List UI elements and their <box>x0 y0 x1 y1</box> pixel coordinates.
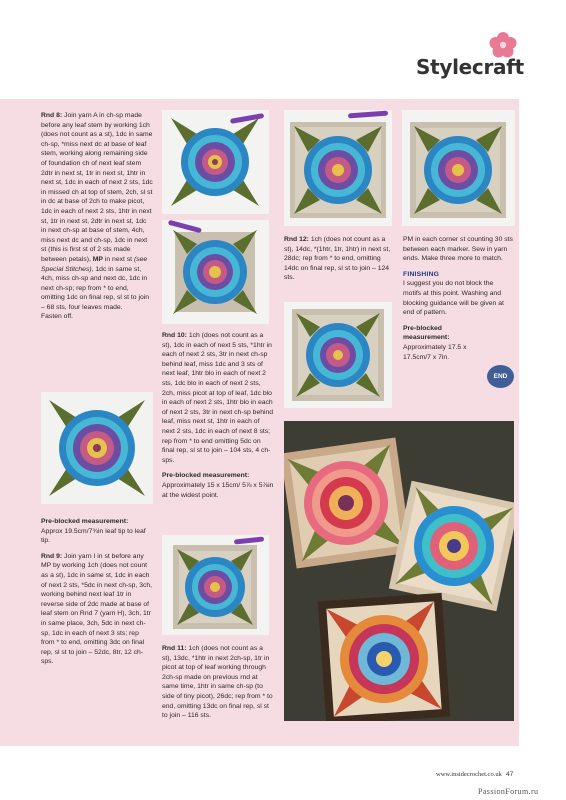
rnd8-text-c: , 1dc in same st, 4ch, miss ch-sp and next dc, 1dc in next ch-sp; rep from * to end, omitting 1dc on final rep, sl st to join – 68 sts, four leaves made. <box>41 265 150 311</box>
motif-photo-5 <box>284 302 392 408</box>
special-stitches-ref: (see Special Stitches) <box>41 255 148 273</box>
motif-photo-6 <box>402 110 515 226</box>
prebl-value-2: Approximately 15 x 15cm/ 5⅞ x 5⅞in at the widest point. <box>162 481 274 499</box>
column-2-bottom <box>162 644 274 727</box>
rnd12-title: Rnd 12: <box>284 236 309 243</box>
motif-image-5 <box>284 302 392 408</box>
column-4-text <box>403 235 513 368</box>
column-1-bottom <box>41 517 153 673</box>
rnd10-title: Rnd 10: <box>162 332 187 339</box>
prebl-value-1: Approx 19.5cm/7¾in leaf tip to leaf tip. <box>41 527 146 545</box>
prebl-value-3: Approximately 17.5 x 17.5cm/7 x 7in. <box>403 343 467 361</box>
finishing-text: I suggest you do not block the motifs at this point. Washing and blocking guidance will be given at end of pattern. <box>403 280 504 317</box>
motif-image-rnd8 <box>41 392 153 504</box>
rnd8-title: Rnd 8: <box>41 112 63 119</box>
motif-image-1 <box>162 110 269 214</box>
rnd9-text: Join yarn I in st before any MP by working 1ch (does not count as a st), 1dc in same st, 1dc in each of next 2 sts, *5dc in next ch-sp, 3ch, working behind next leaf 1tr in reverse side of 2dc made at base of leaf stem on Rnd 7 (yarn H), 3ch, 1tr in same place, 3ch, 5dc in next ch-sp, 1dc in each of next 3 sts; rep from * to end, omitting 3dc on final rep, sl st to join – 52dc, 8tr, 12 ch-sps. <box>41 552 153 666</box>
blanket-image <box>284 421 514 721</box>
motif-image-6 <box>402 110 515 226</box>
motif-image-2 <box>162 220 269 324</box>
rnd11-paragraph <box>162 644 274 721</box>
prebl-title-2: Pre-blocked measurement: <box>162 472 250 480</box>
finished-blanket-photo <box>284 421 514 721</box>
motif-image-4 <box>284 110 392 226</box>
rnd8-text-a: Join yarn A in ch-sp made before any leaf stem by working 1ch (does not count as a st), 1dc in same ch-sp, *miss next dc at base of leaf stem, working along remaining side of foundation ch of next leaf stem 2dtr in next st, 1tr in next st, 1htr in next st, 1dc in each of next 2 sts, 1dc in missed ch at top of stem, 2ch, sl st in dc at base of 2ch to make picot, 1dc in each of next 2 sts, 1htr in next st, 1tr in next st, 2dtr in next st, 1dc in next ch-sp at base of stem, 4ch, miss next dc and ch-sp, 1dc in next st (this is first st of 2 sts made between petals), <box>41 112 153 263</box>
rnd10-paragraph <box>162 331 274 465</box>
rnd8-text-b: in next st <box>104 255 133 263</box>
rnd8-fasten-off: Fasten off. <box>41 313 73 321</box>
rnd9-paragraph <box>41 552 153 667</box>
motif-photo-rnd8 <box>41 392 153 504</box>
pm-text: PM in each corner st counting 30 sts between each marker. Sew in yarn ends. Make three more to match. <box>403 236 513 263</box>
motif-image-3 <box>162 535 269 635</box>
prebl-paragraph-2 <box>162 471 274 500</box>
watermark: PassionForum.ru <box>478 787 539 796</box>
prebl-title-3: Pre-blocked measurement: <box>403 324 450 342</box>
rnd11-text: 1ch (does not count as a st), 13dc, *1htr in next 2ch-sp, 1tr in picot at top of leaf working through 2ch-sp made on previous rnd at same time, 1htr in same ch-sp (to side of tiny picot), 26dc; rep from * to end, omitting 13dc on final rep, sl st to join – 116 sts. <box>162 645 273 720</box>
rnd11-title: Rnd 11: <box>162 645 187 652</box>
prebl-paragraph-3 <box>403 324 483 362</box>
motif-photo-1 <box>162 110 269 214</box>
brand-logo[interactable]: Stylecraft <box>416 55 524 79</box>
rnd10-text: 1ch (does not count as a st), 1dc in each of next 5 sts, *1htr in each of next 2 sts, 3tr in next ch-sp behind leaf, miss 1dc and 3 sts of next leaf, 1htr blo in each of next 2 sts, 1dc blo in each of next 2 sts, 2ch, miss picot at top of leaf, 1dc blo in each of next 2 sts, 1htr blo in each of next 2 sts, 3tr in next ch-sp behind leaf, miss next st, 1htr in each of next 2 sts, 1dc in each of next 8 sts; rep from * to end omitting 5dc on final rep, sl st to join – 104 sts, 4 ch-sps. <box>162 332 274 464</box>
column-3-text <box>284 235 392 289</box>
page-number: 47 <box>506 771 514 778</box>
prebl-title-1: Pre-blocked measurement: <box>41 518 129 525</box>
end-badge: END <box>487 365 514 388</box>
finishing-paragraph <box>403 270 513 318</box>
prebl-paragraph-1 <box>41 517 153 546</box>
rnd9-title: Rnd 9: <box>41 552 63 560</box>
rnd12-paragraph <box>284 235 392 283</box>
footer-url[interactable]: www.insidecrochet.co.uk <box>436 771 502 778</box>
motif-photo-4 <box>284 110 392 226</box>
pm-paragraph <box>403 235 513 264</box>
mp-label: MP <box>92 255 103 263</box>
column-1-top <box>41 111 153 328</box>
column-2-mid <box>162 331 274 506</box>
finishing-heading: FINISHING <box>403 270 440 278</box>
rnd8-paragraph <box>41 111 153 322</box>
motif-photo-3 <box>162 535 269 635</box>
rnd12-text: 1ch (does not count as a st), 14dc, *(1htr, 1tr, 1htr) in next st, 28dc; rep from * to end, omitting 14dc on final rep, sl st to join – 124 sts. <box>284 236 391 282</box>
motif-photo-2 <box>162 220 269 324</box>
